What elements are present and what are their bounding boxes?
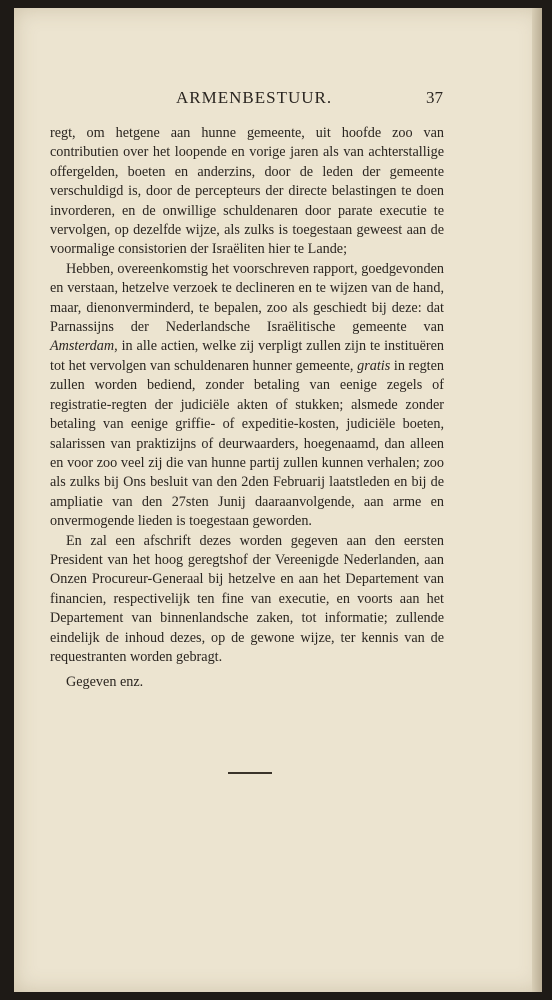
end-rule: [228, 772, 272, 774]
decision-text-part-3: in regten zullen worden bediend, zonder betaling van eenige zegels of registratie-regten der judiciële akten of stukken; alsmede zonder betaling van eenige griffie- of expeditie-kosten, judiciële boeten, salarissen van praktizijns of deurwaarders, hoegenaamd, dan alleen en voor zoo veel zij die van hunne partij zullen kunnen verhalen; zoo als zulks bij Ons besluit van den 2den Februarij laatstleden en bij de ampliatie van den 27sten Junij daaraanvolgende, aan arme en onvermogende lieden is toegestaan geworden.: [50, 357, 445, 530]
body-text: [50, 124, 444, 693]
running-title: ARMENBESTUUR.: [176, 88, 333, 107]
decision-text-part-2: , in alle actien, welke zij verpligt zullen zijn te instituëren tot het vervolgen van schuldenaren hunner gemeente,: [50, 338, 444, 374]
closing-line: Gegeven enz.: [66, 674, 144, 691]
decision-text-part-1: Hebben, overeenkomstig het voorschreven rapport, goedgevonden en verstaan, hetzelve verzoek te declineren en te wijzen van de hand, maar, dienonverminderd, te bepalen, zoo als geschiedt bij deze: dat Parnassijns der Nederlandsche Israëlitische gemeente van: [50, 260, 444, 336]
page-number: 37: [426, 88, 443, 107]
paragraph-continued: regt, om hetgene aan hunne gemeente, uit hoofde zoo van contributien over het loopende en vorige jaren als van achterstallige offergelden, boeten en anderzins, door de leden der gemeente verschuldigd is, door de percepteurs der directe belastingen te doen invorderen, en de onwillige schuldenaren door parate executie te vervolgen, op dezelfde wijze, als zulks is toegestaan geweest aan de voormalige consistorien der Israëliten hier te Lande;: [50, 125, 444, 258]
book-page: [14, 8, 542, 992]
page-gutter-edge: [532, 8, 542, 992]
paragraph-distribution: En zal een afschrift dezes worden gegeven aan den eersten President van het hoog geregtshof der Vereenigde Nederlanden, aan Onzen Procureur-Generaal bij hetzelve en aan het Departement van financien, respectivelijk ten fine van executie, en voorts aan het Departement van binnenlandsche zaken, tot informatie; zullende eindelijk de inhoud dezes, op de gewone wijze, ter kennis van de requestranten worden gebragt.: [50, 532, 444, 665]
gratis-italic: gratis: [357, 357, 391, 374]
place-name-italic: Amsterdam: [50, 338, 115, 355]
paragraph-decision: [50, 260, 444, 532]
running-head: [14, 88, 542, 112]
